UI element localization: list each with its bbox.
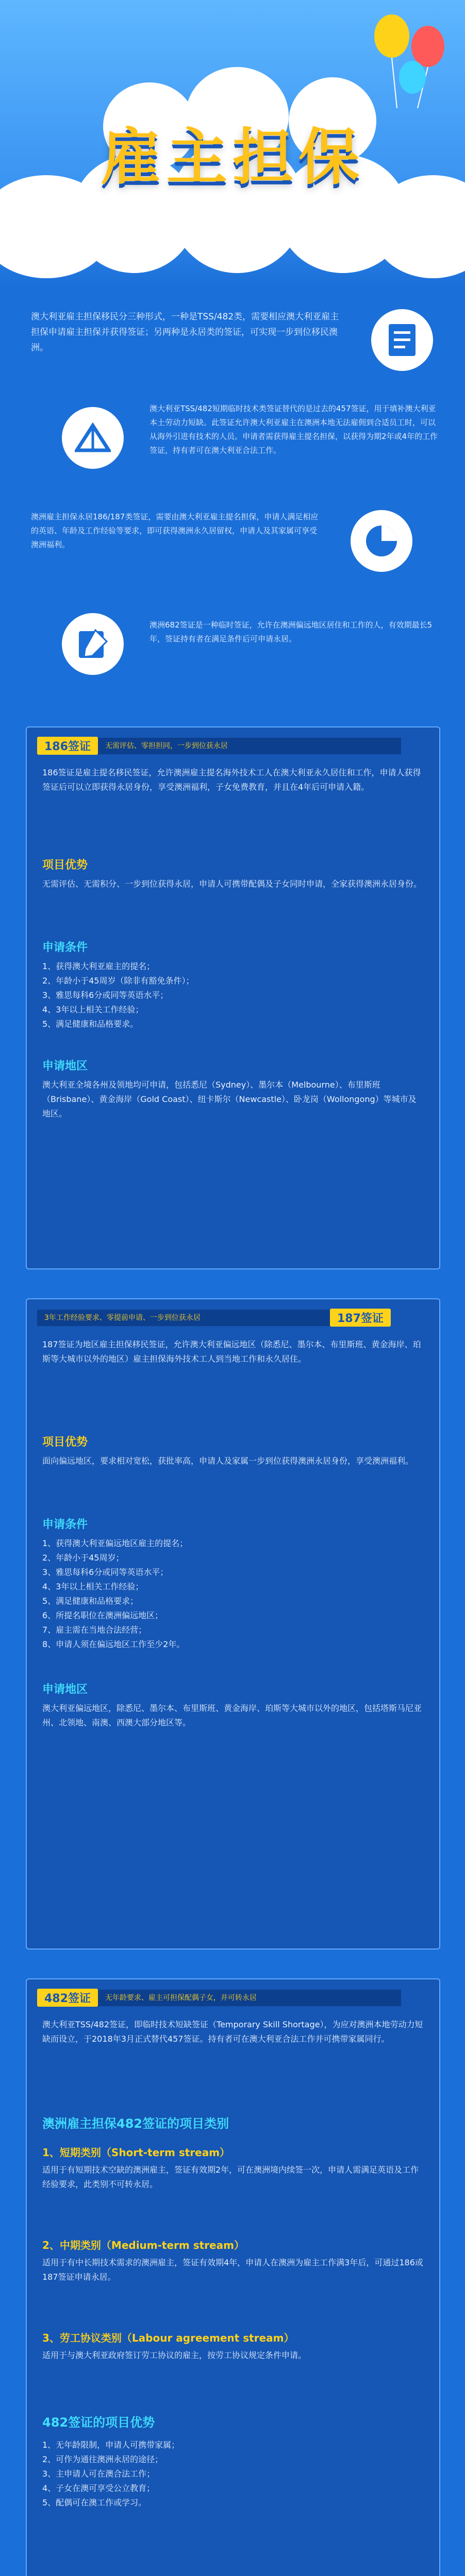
visa-187-region: 澳大利亚偏远地区，除悉尼、墨尔本、布里斯班、黄金海岸、珀斯等大城市以外的地区，包括塔斯马尼亚州、北领地、南澳、西澳大部分地区等。 <box>42 1703 422 1727</box>
balloons-icon <box>361 10 454 113</box>
visa-482-panel <box>26 1978 440 2576</box>
list-item: 5、满足健康和品格要求； <box>42 1596 139 1606</box>
list-item: 4、子女在澳可享受公立教育； <box>42 2483 155 2493</box>
list-item: 5、满足健康和品格要求。 <box>42 1019 139 1029</box>
hero-title: 雇主担保 <box>100 122 364 193</box>
visa-186-region: 澳大利亚全境各州及领地均可申请，包括悉尼（Sydney）、墨尔本（Melbourne）、布里斯班（Brisbane）、黄金海岸（Gold Coast）、纽卡斯尔（Newcastle）、卧龙岗（Wollongong）等城市及地区。 <box>42 1080 417 1118</box>
intro-text: 澳大利亚雇主担保移民分三种形式，一种是TSS/482类，需要相应澳大利亚雇主担保申请雇主担保并获得签证；另两种是永居类的签证，可实现一步到位移民澳洲。 <box>31 312 339 353</box>
list-item: 1、无年龄限制，申请人可携带家属； <box>42 2440 180 2450</box>
visa-186-adv-title: 项目优势 <box>42 859 88 872</box>
visa-482-tag: 482签证 <box>37 1989 98 2007</box>
visa-482-adv-list <box>42 2438 424 2510</box>
feature-text-2: 澳洲雇主担保永居186/187类签证，需要由澳大利亚雇主提名担保，申请人满足相应的英语、年龄及工作经验等要求，即可获得澳洲永久居留权，申请人及其家属可享受澳洲福利。 <box>31 512 319 549</box>
visa-187-strip: 3年工作经验要求、零提前申请、一步到位获永居 <box>37 1310 330 1326</box>
visa-187-req-title: 申请条件 <box>42 1518 88 1531</box>
list-item: 6、所提名职位在澳洲偏远地区； <box>42 1611 163 1620</box>
visa-187-adv: 面向偏远地区，要求相对宽松，获批率高，申请人及家属一步到位获得澳洲永居身份，享受澳洲福利。 <box>42 1456 414 1466</box>
list-item: 3、雅思每科6分或同等英语水平； <box>42 990 169 1000</box>
list-item: 2、可作为通往澳洲永居的途径； <box>42 2454 163 2464</box>
visa-482-types-title: 澳洲雇主担保482签证的项目类别 <box>42 2116 229 2131</box>
list-item: 3、雅思每科6分或同等英语水平； <box>42 1567 169 1577</box>
visa-186-req-list <box>42 959 424 1031</box>
feature-text-1: 澳大利亚TSS/482短期临时技术类签证替代的是过去的457签证，用于填补澳大利亚本土劳动力短缺。此签证允许澳大利亚雇主在澳洲本地无法雇佣到合适员工时，可以从海外引进有技术的人员。申请者需获得雇主提名担保，以获得为期2年或4年的工作签证，持有者可在澳大利亚合法工作。 <box>150 404 438 455</box>
hero-banner <box>0 0 465 289</box>
list-item: 3、主申请人可在澳合法工作； <box>42 2469 155 2479</box>
visa-186-req-title: 申请条件 <box>42 941 88 954</box>
tent-icon <box>62 407 124 469</box>
visa-187-tag: 187签证 <box>330 1309 391 1327</box>
list-item: 8、申请人须在偏远地区工作至少2年。 <box>42 1639 185 1649</box>
visa-482-type-3-desc: 适用于与澳大利亚政府签订劳工协议的雇主，按劳工协议规定条件申请。 <box>42 2350 307 2360</box>
visa-482-type-1-name: 1、短期类别（Short-term stream） <box>42 2146 230 2159</box>
visa-482-type-1-desc: 适用于有短期技术空缺的澳洲雇主，签证有效期2年，可在澳洲境内续签一次，申请人需满足英语及工作经验要求，此类别不可转永居。 <box>42 2165 419 2189</box>
visa-482-strip: 无年龄要求、雇主可担保配偶子女，并可转永居 <box>98 1990 401 2006</box>
visa-186-intro: 186签证是雇主提名移民签证，允许澳洲雇主提名海外技术工人在澳大利亚永久居住和工作，申请人获得签证后可以立即获得永居身份，享受澳洲福利，子女免费教育，并且在4年后可申请入籍。 <box>42 768 421 792</box>
visa-187-panel <box>26 1298 440 1950</box>
visa-186-adv: 无需评估、无需积分、一步到位获得永居，申请人可携带配偶及子女同时申请，全家获得澳洲永居身份。 <box>42 879 422 889</box>
visa-186-strip: 无需评估、零担担同，一步到位获永居 <box>98 738 401 754</box>
visa-482-type-2-name: 2、中期类别（Medium-term stream） <box>42 2239 244 2251</box>
visa-186-tag: 186签证 <box>37 737 98 755</box>
visa-482-intro: 澳大利亚TSS/482签证，即临时技术短缺签证（Temporary Skill Shortage），为应对澳洲本地劳动力短缺而设立，于2018年3月正式替代457签证。持有者可在澳大利亚合法工作并可携带家属同行。 <box>42 2020 423 2044</box>
visa-187-req-list <box>42 1536 424 1652</box>
visa-187-region-title: 申请地区 <box>42 1683 88 1696</box>
document-icon <box>371 309 433 371</box>
visa-186-region-title: 申请地区 <box>42 1060 88 1073</box>
list-item: 4、3年以上相关工作经验； <box>42 1005 144 1014</box>
pencil-icon <box>62 613 124 675</box>
visa-482-type-3-name: 3、劳工协议类别（Labour agreement stream） <box>42 2332 294 2344</box>
visa-482-type-2-desc: 适用于有中长期技术需求的澳洲雇主，签证有效期4年，申请人在澳洲为雇主工作满3年后，可通过186或187签证申请永居。 <box>42 2258 423 2282</box>
list-item: 4、3年以上相关工作经验； <box>42 1582 144 1591</box>
pie-chart-icon <box>351 510 412 572</box>
visa-187-intro: 187签证为地区雇主担保移民签证，允许澳大利亚偏远地区（除悉尼、墨尔本、布里斯班、黄金海岸、珀斯等大城市以外的地区）雇主担保海外技术工人到当地工作和永久居住。 <box>42 1340 421 1364</box>
visa-186-panel <box>26 726 440 1269</box>
list-item: 7、雇主需在当地合法经营； <box>42 1625 147 1635</box>
feature-text-3: 澳洲682签证是一种临时签证，允许在澳洲偏远地区居住和工作的人，有效期最长5年，签证持有者在满足条件后可申请永居。 <box>150 620 433 643</box>
list-item: 5、配偶可在澳工作或学习。 <box>42 2498 147 2507</box>
list-item: 2、年龄小于45周岁（除非有豁免条件）； <box>42 976 194 986</box>
visa-482-adv-title: 482签证的项目优势 <box>42 2415 155 2430</box>
list-item: 1、获得澳大利亚偏远地区雇主的提名； <box>42 1538 188 1548</box>
list-item: 2、年龄小于45周岁； <box>42 1553 124 1563</box>
visa-187-adv-title: 项目优势 <box>42 1436 88 1449</box>
list-item: 1、获得澳大利亚雇主的提名； <box>42 961 155 971</box>
